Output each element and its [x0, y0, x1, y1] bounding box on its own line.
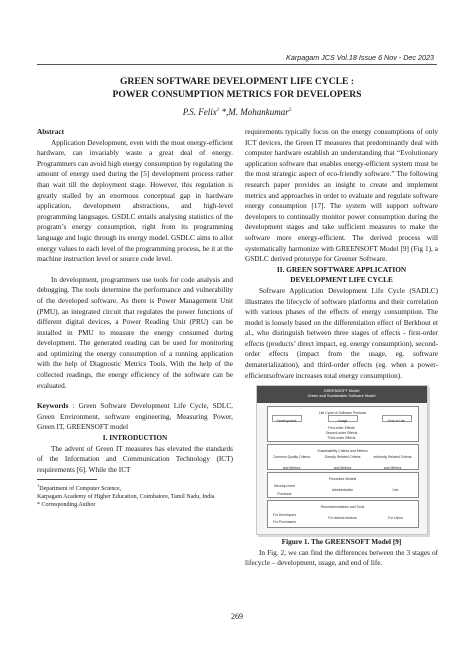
intro-paragraph-1: The advent of Green IT measures has elevated the standards of the Information and Communication Technology (ICT) requirements [6]. While the ICT — [37, 444, 233, 474]
footnote-1: $^1$Department of Computer Science, — [37, 483, 122, 493]
author-2-sup: 2 — [288, 108, 292, 113]
journal-header: Karpagam JCS Vol.18 Issue 6 Nov - Dec 2023 — [286, 53, 434, 62]
keywords-text: : Green Software Development Life Cycle, SDLC, Green Environment, software engineering, Measuring Power, Green IT, GREENSOFT model — [37, 402, 233, 432]
keywords — [37, 401, 233, 433]
fig-second-order: Second-order Effects — [325, 431, 358, 436]
author-2: M. Mohankumar — [228, 107, 289, 117]
fig-indirectly: Indirectly Related Criteria and Metrics — [373, 455, 412, 470]
greensoft-model-figure — [256, 385, 428, 535]
fig-for-users: For Users — [388, 516, 403, 521]
fig-for-devel: For Developers — [272, 513, 297, 518]
figure-recommendations-box: Recommendations and Tools For Developers For Purchasers For Admini-strators For Users — [267, 500, 419, 528]
section-2-paragraph: Software Application Development Life Cycle (SADLC) illustrates the lifecycle of software platforms and their correlation with various phases of the effects of energy consumption. The model is loosely based on the differentiation effect of Berkhout et al., who distinguish between three stages of effects - first-order effects (products’ direct impact, eg. energy consumption), second-order effects (impact from the usage, eg. software dematerialization), and third-order effects (eg. when a power-efficientsoftware increases total energy consumption). — [245, 286, 438, 380]
footnote-2: Karpagam Academy of Higher Education, Coimbatore, Tamil Nadu, India — [37, 494, 215, 501]
footnote-3: * Corresponding Author — [37, 502, 96, 509]
right-paragraph-1: requirements typically focus on the energy consumptions of only ICT devices, the Green IT measures that predominantly deal with computer hardware establish an understanding that “Evolutionary application software that enables energy-efficient system must be the most strategic aspect of eco-friendly software.” The following research paper provides an insight to create and implement metrics and approaches in order to evaluate and regulate software energy consumption [17]. The system will support software developers to continually monitor power consumption during the development stages and take sufficient measures to make the software more energy-efficient. The derived process will systematically harmonize with GREENSOFT Model [9] (Fig 1), a GSDLC derived prototype for Greener Software. — [245, 128, 438, 264]
fig-use: Use — [392, 488, 399, 493]
figure-caption: Figure 1. The GREENSOFT Model [9] — [281, 538, 402, 547]
fig-end-of-life: End of Life — [382, 415, 412, 422]
right-column — [245, 127, 438, 569]
paper-title — [37, 76, 437, 101]
authors — [37, 107, 437, 117]
abstract-paragraph-1: Application Development, even with the most energy-efficient hardware, can invariably waste a great deal of energy. Programmers can avoid high energy consumption by regulating the amount of energy used during the [5] development process rather than wait till the deployment stage. However, this regulation is greatly stalled by an enormous conceptual gap in hardware application, development abstractions, and high-level programming languages. GSDLC entails analysing statistics of the program’s energy consumption, right from its programming language and logic through its energy model. GSDLC aims to allot energy values to each level of the programming process, be it at the machine instruction level or source code level. — [37, 138, 233, 264]
abstract-heading: Abstract — [37, 128, 64, 136]
fig-directly: Directly Related Criteria and Metrics — [324, 455, 361, 470]
fig-usage: Usage — [328, 415, 358, 422]
fig-first-order: First-order Effects — [328, 426, 355, 431]
figure-header: GREENSOFT Model Green and Sustainable Software Model — [257, 386, 427, 403]
keywords-label: Keywords — [37, 402, 69, 411]
fig-development: Development — [272, 415, 302, 422]
abstract-paragraph-2: In development, programmers use tools for code analysis and debugging. The tools determine the performance and vulnerability of the developed software. As there is Power Management Unit (PMU), an integrated circuit that regulates the power functions of different digital devices, a Power Reading Unit (PRU) can be installed in PMU to measure the energy consumed during development. The generated reading can be used for monitoring and optimizing the energy consumption of a running application with the help of Diagnostic Metrics Tools. With the help of the collected readings, the energy efficiency of the software can be evaluated. — [37, 275, 233, 390]
section-2-heading: II. GREEN SOFTWARE APPLICATION DEVELOPMENT LIFE CYCLE — [276, 265, 407, 285]
title-line-1: GREEN SOFTWARE DEVELOPMENT LIFE CYCLE : — [119, 76, 355, 87]
figure-procedure-box: Procedure Models Develop-ment Purchase Administration Use — [267, 472, 419, 498]
author-sep: *, — [219, 107, 229, 117]
author-1: P.S. Felix — [182, 107, 217, 117]
fig-third-order: Third-order Effects — [327, 436, 356, 441]
intro-heading: I. INTRODUCTION — [102, 434, 168, 443]
figure-criteria-box: Sustainability Criteria and Metrics Common Quality Criteria and Metrics Directly Related Criteria and Metrics Indirectly Related Criteria and Metrics — [267, 444, 419, 470]
fig-for-admin: For Admini-strators — [328, 516, 357, 521]
right-paragraph-3: In Fig. 2, we can find the differences between the 3 stages of lifecycle – development, usage, and end of life. — [245, 548, 438, 568]
left-column — [37, 127, 233, 509]
author-1-sup: 1 — [216, 108, 220, 113]
page-number: 269 — [231, 612, 243, 621]
fig-common: Common Quality Criteria and Metrics — [272, 455, 311, 470]
footnote-rule — [37, 479, 97, 480]
title-line-2: POWER CONSUMPTION METRICS FOR DEVELOPERS — [112, 88, 362, 100]
figure-life-cycle-box: Life Cycle of Software Products Development Usage End of Life First-order Effects Second-order Effects Third-order Effects — [267, 406, 419, 442]
fig-devel: Develop-ment — [273, 484, 296, 489]
fig-admin: Administration — [331, 488, 354, 493]
fig-for-purch: For Purchasers — [272, 520, 297, 525]
fig-purchase: Purchase — [277, 492, 292, 497]
header-rule — [37, 64, 437, 65]
